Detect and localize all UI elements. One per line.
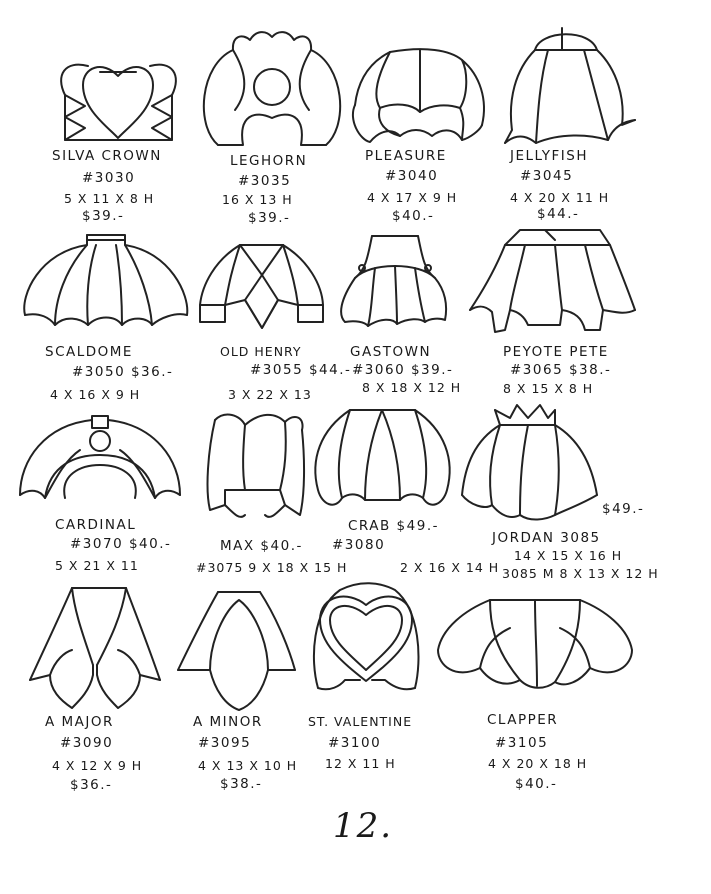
dimensions: 4 X 13 X 10 H	[198, 758, 298, 773]
shade-name: SILVA CROWN	[52, 148, 162, 164]
price: $38.-	[220, 776, 263, 792]
shade-name-price: MAX $40.-	[220, 538, 303, 554]
catalog-number: #3040	[385, 168, 439, 184]
dimensions: 3 X 22 X 13	[228, 387, 312, 402]
price: $40.-	[515, 776, 558, 792]
catalog-number: #3045	[520, 168, 574, 184]
shade-name: CLAPPER	[487, 712, 559, 728]
shade-name: GASTOWN	[350, 344, 432, 360]
price: $44.-	[537, 206, 580, 222]
catalog-number-price: #3050 $36.-	[72, 364, 174, 380]
dimensions: 16 X 13 H	[222, 192, 293, 207]
dome-shade-drawing	[24, 235, 187, 325]
catalog-number-price: #3060 $39.-	[352, 362, 454, 378]
shade-name: OLD HENRY	[220, 344, 302, 359]
price: $49.-	[602, 501, 645, 517]
shade-name: SCALDOME	[45, 344, 133, 360]
catalog-number: #3030	[82, 170, 136, 186]
shade-name-number: JORDAN 3085	[492, 530, 601, 546]
dimensions: 5 X 11 X 8 H	[64, 191, 155, 206]
shade-name: LEGHORN	[230, 153, 308, 169]
jellyfish-shade-drawing	[505, 28, 635, 143]
catalog-number: #3080	[332, 537, 386, 553]
dimensions: 4 X 12 X 9 H	[52, 758, 143, 773]
peyote-pete-shade-drawing	[470, 230, 635, 332]
a-major-shade-drawing	[30, 588, 160, 708]
price: $40.-	[392, 208, 435, 224]
dimensions: 5 X 21 X 11	[55, 558, 139, 573]
price: $39.-	[248, 210, 291, 226]
shade-name: A MAJOR	[45, 714, 114, 730]
catalog-number: #3095	[198, 735, 252, 751]
catalog-number-price: #3055 $44.-	[250, 362, 352, 378]
shade-name: CARDINAL	[55, 517, 137, 533]
dimensions: 2 X 16 X 14 H	[400, 560, 500, 575]
a-minor-shade-drawing	[178, 592, 295, 710]
jordan-shade-drawing	[462, 405, 597, 520]
shade-name: PLEASURE	[365, 148, 447, 164]
page-number: 12.	[333, 806, 394, 846]
dimensions: 8 X 15 X 8 H	[503, 381, 594, 396]
catalog-number-price: #3070 $40.-	[70, 536, 172, 552]
old-henry-shade-drawing	[200, 245, 323, 328]
leghorn-shade-drawing	[204, 32, 340, 145]
clapper-shade-drawing	[438, 600, 632, 688]
dimensions-model-m: 3085 M 8 X 13 X 12 H	[502, 566, 659, 581]
dimensions: 8 X 18 X 12 H	[362, 380, 462, 395]
heart-shade-drawing	[314, 583, 419, 689]
catalog-number-price: #3065 $38.-	[510, 362, 612, 378]
dimensions: 12 X 11 H	[325, 756, 396, 771]
catalog-number: #3105	[495, 735, 549, 751]
shade-name-price: CRAB $49.-	[348, 518, 439, 534]
shade-name: A MINOR	[193, 714, 263, 730]
dimensions: 4 X 20 X 18 H	[488, 756, 588, 771]
catalog-number: #3100	[328, 735, 382, 751]
gastown-shade-drawing	[341, 236, 446, 326]
catalog-number-dimensions: #3075 9 X 18 X 15 H	[196, 560, 348, 575]
max-shade-drawing	[208, 415, 305, 517]
pleasure-shade-drawing	[353, 49, 484, 142]
dimensions: 4 X 20 X 11 H	[510, 190, 610, 205]
catalog-number: #3090	[60, 735, 114, 751]
price: $36.-	[70, 777, 113, 793]
shade-name: PEYOTE PETE	[503, 344, 609, 360]
dimensions: 4 X 17 X 9 H	[367, 190, 458, 205]
dimensions: 14 X 15 X 16 H	[514, 548, 623, 563]
shade-name: ST. VALENTINE	[308, 714, 413, 729]
shade-name: JELLYFISH	[510, 148, 588, 164]
catalog-number: #3035	[238, 173, 292, 189]
crab-shade-drawing	[315, 410, 449, 505]
crown-shade-drawing	[61, 65, 176, 140]
price: $39.-	[82, 208, 125, 224]
dimensions: 4 X 16 X 9 H	[50, 387, 141, 402]
cardinal-shade-drawing	[20, 416, 180, 498]
